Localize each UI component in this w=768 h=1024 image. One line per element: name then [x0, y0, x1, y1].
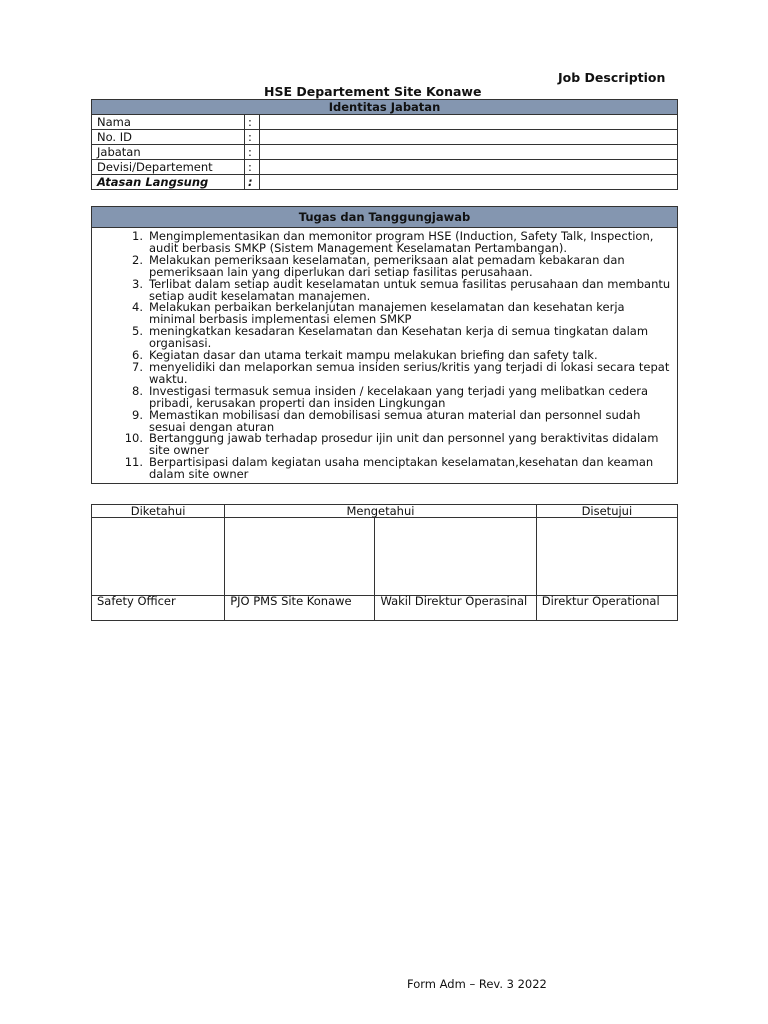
field-label-no-id: No. ID [92, 130, 245, 145]
list-text: Melakukan pemeriksaan keselamatan, pemeriksaan alat pemadam kebakaran dan pemeriksaan lain yang diperlukan dari setiap fasilitas perusahaan. [149, 252, 625, 279]
list-item [98, 433, 671, 457]
table-row [92, 145, 678, 160]
list-item [98, 326, 671, 350]
field-separator: : [245, 115, 260, 130]
list-number: 1. [132, 229, 143, 243]
list-item [98, 276, 671, 303]
list-text: menyelidiki dan melaporkan semua insiden serius/kritis yang terjadi di lokasi secara tepat waktu. [149, 359, 670, 386]
field-label-nama: Nama [92, 115, 245, 130]
list-text: Terlibat dalam setiap audit keselamatan untuk semua fasilitas perusahaan dan membantu setiap audit keselamatan manajemen. [149, 276, 671, 303]
tugas-table [91, 206, 678, 484]
field-separator: : [245, 175, 260, 190]
signature-box-direktur[interactable] [536, 518, 677, 596]
signer-wakil-direktur: Wakil Direktur Operasinal [375, 596, 536, 621]
list-number: 2. [132, 252, 143, 267]
field-separator: : [245, 145, 260, 160]
department-title: HSE Departement Site Konawe [264, 84, 482, 99]
identitas-jabatan-table [91, 99, 678, 190]
list-text: Investigasi termasuk semua insiden / kecelakaan yang terjadi yang melibatkan cedera pribadi, kerusakan properti dan insiden Lingkungan [149, 383, 649, 410]
field-value-nama[interactable] [260, 115, 678, 130]
signature-box-pjo[interactable] [225, 518, 375, 596]
list-item [98, 383, 671, 410]
list-item [98, 407, 671, 434]
list-item [98, 457, 671, 481]
table-row [92, 130, 678, 145]
signer-safety-officer: Safety Officer [92, 596, 225, 621]
list-item [98, 252, 671, 279]
job-description-title: Job Description [558, 70, 666, 85]
list-number: 3. [132, 276, 143, 291]
identitas-header: Identitas Jabatan [92, 100, 678, 115]
list-item [98, 302, 671, 326]
field-label-devisi: Devisi/Departement [92, 160, 245, 175]
table-row [92, 160, 678, 175]
field-value-jabatan[interactable] [260, 145, 678, 160]
mengetahui-header: Mengetahui [225, 505, 537, 518]
list-number: 5. [132, 324, 143, 339]
tugas-header: Tugas dan Tanggungjawab [92, 207, 678, 228]
field-separator: : [245, 160, 260, 175]
disetujui-header: Disetujui [536, 505, 677, 518]
list-number: 10. [124, 431, 143, 446]
field-value-devisi[interactable] [260, 160, 678, 175]
tugas-list [98, 231, 671, 481]
list-number: 11. [124, 455, 143, 470]
list-number: 8. [132, 383, 143, 398]
list-number: 7. [132, 359, 143, 374]
field-separator: : [245, 130, 260, 145]
form-revision-footer: Form Adm – Rev. 3 2022 [407, 977, 547, 991]
field-label-atasan: Atasan Langsung [92, 175, 245, 190]
signature-table [91, 504, 678, 621]
list-number: 9. [132, 407, 143, 422]
signer-pjo: PJO PMS Site Konawe [225, 596, 375, 621]
list-item [98, 359, 671, 386]
signature-box-safety-officer[interactable] [92, 518, 225, 596]
diketahui-header: Diketahui [92, 505, 225, 518]
list-text: Melakukan perbaikan berkelanjutan manajemen keselamatan dan kesehatan kerja minimal berbasis implementasi elemen SMKP [149, 300, 625, 327]
table-row [92, 115, 678, 130]
table-row [92, 175, 678, 190]
tugas-body [92, 228, 678, 484]
list-text: Kegiatan dasar dan utama terkait mampu melakukan briefing dan safety talk. [149, 348, 598, 363]
list-text: Memastikan mobilisasi dan demobilisasi semua aturan material dan personnel sudah sesuai dengan aturan [149, 407, 641, 434]
list-number: 6. [132, 348, 143, 363]
field-value-atasan[interactable] [260, 175, 678, 190]
list-number: 4. [132, 300, 143, 315]
signature-box-wakil-direktur[interactable] [375, 518, 536, 596]
list-text: Mengimplementasikan dan memonitor program HSE (Induction, Safety Talk, Inspection, audit berbasis SMKP (Sistem Management Keselamatan Pertambangan). [149, 229, 654, 255]
list-item [98, 231, 671, 255]
signer-direktur: Direktur Operational [536, 596, 677, 621]
field-value-no-id[interactable] [260, 130, 678, 145]
list-text: meningkatkan kesadaran Keselamatan dan Kesehatan kerja di semua tingkatan dalam organisasi. [149, 324, 649, 351]
list-text: Bertanggung jawab terhadap prosedur ijin unit dan personnel yang beraktivitas didalam site owner [149, 431, 659, 458]
list-text: Berpartisipasi dalam kegiatan usaha menciptakan keselamatan,kesehatan dan keaman dalam site owner [149, 455, 654, 482]
field-label-jabatan: Jabatan [92, 145, 245, 160]
